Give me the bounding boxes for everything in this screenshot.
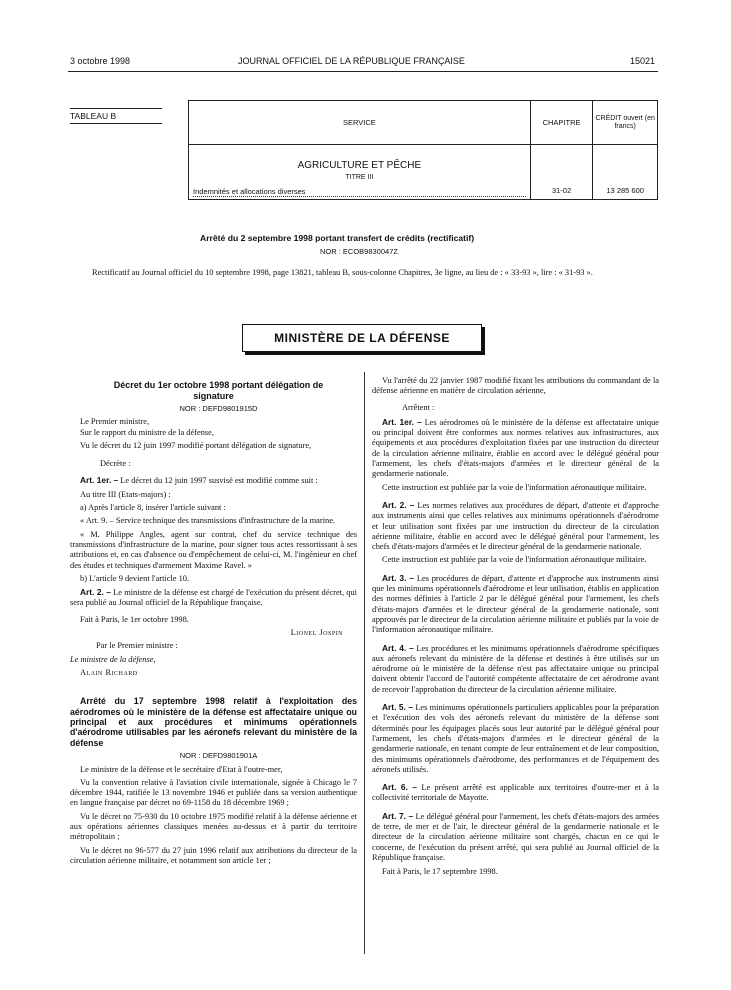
arretent: Arrêtent :	[402, 402, 435, 412]
header-page-number: 15021	[630, 56, 656, 66]
right-column	[372, 376, 659, 880]
signer-richard: Alain Richard	[80, 667, 138, 677]
decret-d-para-5: b) L'article 9 devient l'article 10.	[80, 573, 190, 583]
decret-para-1: Le Premier ministre,	[80, 417, 150, 427]
art-5-num: Art. 5. –	[382, 702, 414, 713]
header-date: 3 octobre 1998	[70, 56, 131, 66]
decret-para-3: Vu le décret du 12 juin 1997 modifié portant délégation de signature,	[80, 440, 312, 450]
decret-art2	[70, 587, 357, 609]
left-column	[70, 380, 357, 869]
par-premier-ministre: Par le Premier ministre :	[96, 641, 178, 651]
table-titre: TITRE III	[345, 174, 374, 181]
art-2-extra: Cette instruction est publiée par la voie de l'information aéronautique militaire.	[382, 555, 647, 565]
art-2-num: Art. 2. –	[382, 499, 415, 510]
art-6-num: Art. 6. –	[382, 782, 418, 793]
decret-title: Décret du 1er octobre 1998 portant délégation de signature	[113, 380, 324, 401]
col-service: SERVICE	[189, 101, 531, 145]
art-6	[372, 782, 659, 804]
col-chapitre: CHAPITRE	[530, 101, 593, 145]
rectif-body: Rectificatif au Journal officiel du 10 septembre 1998, page 13821, tableau B, sous-colonne Chapitres, 3e ligne, au lieu de : « 33-93 », lire : « 31-93 ».	[92, 268, 593, 277]
arrete-para-3: Vu le décret no 75-930 du 10 octobre 1975 modifié relatif à la défense aérienne et aux opérations aériennes classiques menées au-dessus et à partir du territoire métropolitain ;	[70, 811, 357, 842]
art-3-text: Les procédures de départ, d'attente et d'approche aux instruments ainsi que les minimums opérationnels d'aérodrome et leur utilisation, établis en application des normes définies à l'article 2 par le délégué général pour l'armement, les chefs d'états-majors d'armées et le directeur général de la gendarmerie nationale, sont approuvés par le directeur de la circulation aérienne militaire et publiés par la voie de l'information aéronautique militaire.	[372, 573, 659, 635]
decret-d-para-3: « Art. 9. – Service technique des transmissions d'infrastructure de la marine.	[80, 516, 336, 526]
decret-d-para-2: a) Après l'article 8, insérer l'article suivant :	[80, 503, 226, 513]
arrete-para-2: Vu la convention relative à l'aviation civile internationale, signée à Chicago le 7 décembre 1944, ratifiée le 13 novembre 1946 et publiée dans sa version authentique en langue française par décret no 69-1158 du 18 décembre 1969 ;	[70, 777, 357, 808]
arrete-para-1: Le ministre de la défense et le secrétaire d'Etat à l'outre-mer,	[80, 764, 283, 774]
credit-table	[188, 100, 658, 200]
right-intro: Vu l'arrêté du 22 janvier 1987 modifié fixant les attributions du commandant de la défense aérienne en matière de circulation aérienne,	[372, 376, 659, 396]
table-row-label: Indemnités et allocations diverses	[193, 187, 526, 197]
art-7	[372, 811, 659, 863]
art-4-text: Les procédures et les minimums opérationnels d'aérodrome spécifiques aux aéronefs relevant du ministère de la défense et destinés à être utilisés sur un aérodrome où le ministère de la défense n'est pas affectataire unique ou principal doivent obtenir l'accord de l'autorité compétente affectataire de cet aérodrome avant de recevoir l'approbation du directeur de la circulation aérienne militaire.	[372, 643, 659, 694]
signer-jospin: Lionel Jospin	[290, 628, 343, 638]
header-journal: JOURNAL OFFICIEL DE LA RÉPUBLIQUE FRANÇAISE	[238, 56, 465, 66]
ministry-banner-text: MINISTÈRE DE LA DÉFENSE	[274, 331, 450, 345]
table-ministry: AGRICULTURE ET PÊCHE	[297, 160, 422, 171]
decret-nor: NOR : DEFD9801915D	[179, 404, 258, 413]
art-2-text: Les normes relatives aux procédures de départ, d'attente et d'approche aux instruments ainsi que celles relatives aux minimums opérationnels d'aérodrome et leur utilisation sont fixées par une instruction du directeur de la circulation aérienne militaire, établie en accord avec le délégué général pour l'armement, les chefs d'états-majors d'armées et le directeur général de la gendarmerie nationale.	[372, 500, 659, 552]
art-5-text: Les minimums opérationnels particuliers applicables pour la préparation et l'exécution des vols des aéronefs relevant du ministère de la défense sont déterminés pour les équipages placés sous leur autorité par le délégué général pour l'armement, les chefs d'états-majors d'armées et le directeur général de la gendarmerie nationale, en tenant compte de leur entraînement et de leur composition, des minimums opérationnels d'aérodrome, des performances et de l'équipement des aéronefs utilisés.	[372, 703, 659, 774]
art-2	[372, 500, 659, 552]
decret-art1-num: Art. 1er. –	[80, 475, 119, 486]
art-5	[372, 702, 659, 775]
art-4	[372, 643, 659, 695]
tableau-label: TABLEAU B	[70, 108, 162, 124]
decrete: Décrète :	[100, 459, 131, 469]
col-credit: CRÉDIT ouvert (en francs)	[593, 101, 658, 145]
decret-d-para-1: Au titre III (Etats-majors) :	[80, 489, 171, 499]
art-3-num: Art. 3. –	[382, 572, 415, 583]
art-6-text: Le présent arrêté est applicable aux territoires d'outre-mer et à la collectivité territoriale de Mayotte.	[372, 783, 659, 803]
decret-para-2: Sur le rapport du ministre de la défense,	[80, 427, 214, 437]
art-3	[372, 573, 659, 636]
ministre-defense: Le ministre de la défense,	[70, 654, 156, 664]
art-1-num: Art. 1er. –	[382, 416, 422, 427]
rectif-nor: NOR : ECOB9830047Z	[320, 247, 398, 256]
table-credit-value: 13 285 600	[593, 145, 658, 200]
table-chapitre-value: 31-02	[530, 145, 593, 200]
art-7-num: Art. 7. –	[382, 810, 414, 821]
art-1-extra: Cette instruction est publiée par la voie de l'information aéronautique militaire.	[382, 482, 647, 492]
arrete-para-4: Vu le décret no 96-577 du 27 juin 1996 relatif aux attributions du directeur de la circulation aérienne militaire, et notamment son article 1er ;	[70, 845, 357, 865]
decret-art2-text: Le ministre de la défense est chargé de l'exécution du présent décret, qui sera publié au Journal officiel de la République française.	[70, 588, 357, 608]
service-cell	[189, 145, 531, 200]
art-1	[372, 417, 659, 480]
ministry-banner	[242, 324, 482, 352]
decret-fait: Fait à Paris, le 1er octobre 1998.	[80, 614, 189, 624]
decret-d-para-4: « M. Philippe Angles, agent sur contrat, chef du service technique des transmissions d'infrastructure de la marine, pour signer tous actes ressortissant à ses attributions et, en cas d'absence ou d'empêchement de celui-ci, M. l'ingénieur en chef des études et techniques d'armement Maxime Ravel. »	[70, 529, 357, 570]
arrete-nor: NOR : DEFD9801901A	[179, 751, 258, 761]
art-4-num: Art. 4. –	[382, 642, 414, 653]
column-divider	[364, 372, 365, 954]
decret-art2-num: Art. 2. –	[80, 587, 111, 598]
arrete-fait: Fait à Paris, le 17 septembre 1998.	[382, 867, 498, 877]
art-7-text: Le délégué général pour l'armement, les chefs d'états-majors des armées de terre, de mer et de l'air, le directeur général de la gendarmerie nationale et le directeur de la circulation aérienne militaire sont chargés, chacun en ce qui le concerne, de l'exécution du présent arrêté, qui sera publié au Journal officiel de la République française.	[372, 811, 659, 862]
decret-art1	[70, 475, 357, 486]
header-rule	[68, 71, 658, 72]
art-1-text: Les aérodromes où le ministère de la défense est affectataire unique ou principal doivent être conformes aux normes relatives aux infrastructures, aux équipements et aux procédures d'exploitation fixées par une instruction du directeur de la circulation aérienne militaire, établie en accord avec le délégué général pour l'armement, les chefs d'états-majors d'armées et le directeur général de la gendarmerie nationale.	[372, 417, 659, 479]
arrete-title: Arrêté du 17 septembre 1998 relatif à l'exploitation des aérodromes où le ministère de la défense est affectataire unique ou principal et aux procédures et minimums opérationnels d'aérodrome utilisables par les aéronefs relevant du ministère de la défense	[70, 696, 357, 748]
rectif-title: Arrêté du 2 septembre 1998 portant transfert de crédits (rectificatif)	[200, 233, 475, 243]
decret-art1-text: Le décret du 12 juin 1997 susvisé est modifié comme suit :	[120, 476, 318, 486]
